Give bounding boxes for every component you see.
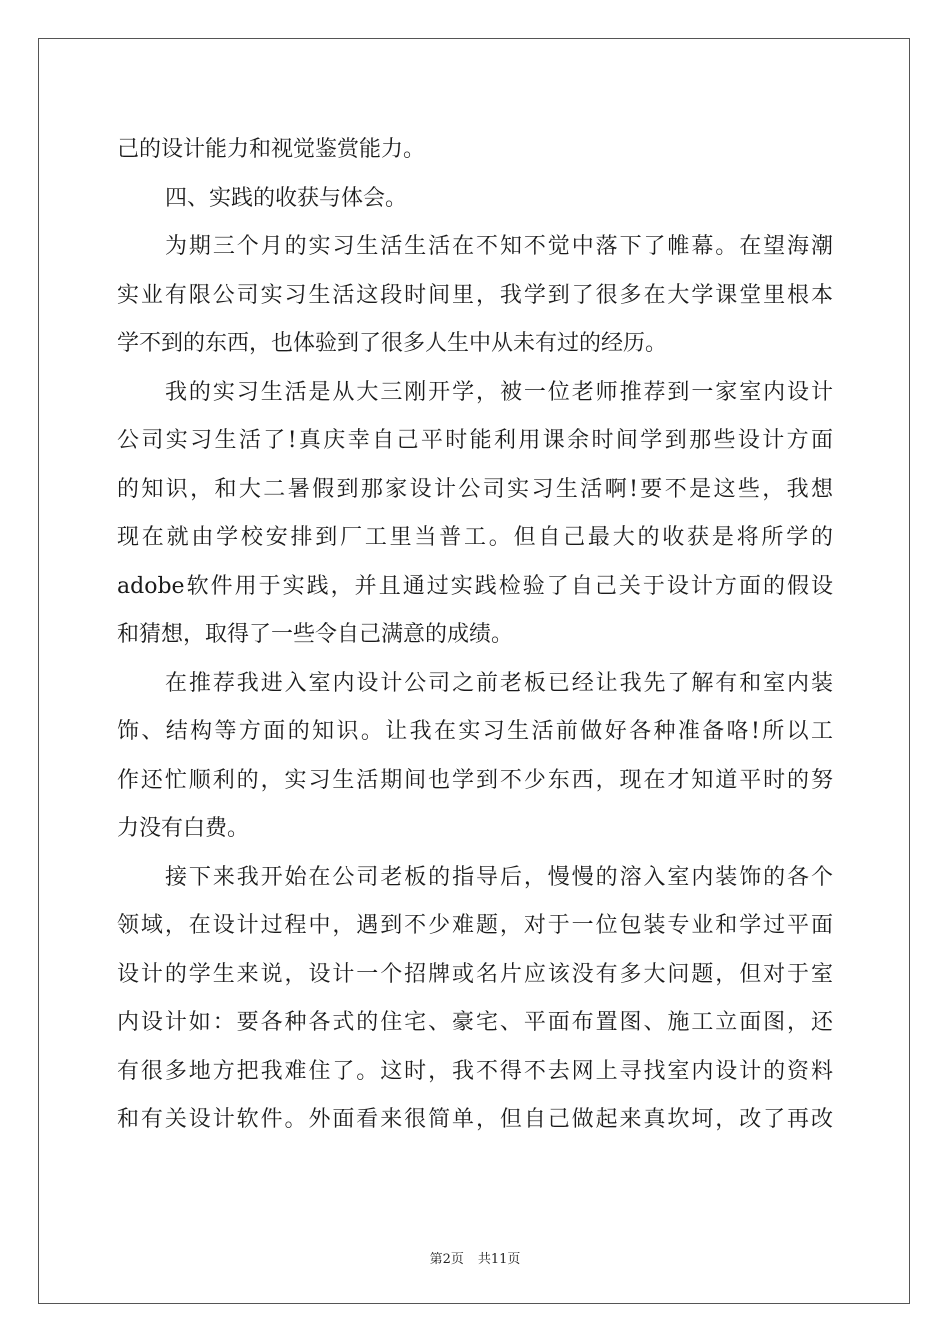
text-line: 在推荐我进入室内设计公司之前老板已经让我先了解有和室内装: [165, 670, 833, 696]
text-line: 学不到的东西，也体验到了很多人生中从未有过的经历。: [117, 331, 668, 356]
text-line: 实业有限公司实习生活这段时间里，我学到了很多在大学课堂里根本: [117, 282, 833, 308]
text-line: 力没有白费。: [117, 816, 250, 841]
text-line: 接下来我开始在公司老板的指导后，慢慢的溶入室内装饰的各个: [165, 864, 833, 890]
text-line: 有很多地方把我难住了。这时，我不得不去网上寻找室内设计的资料: [117, 1058, 833, 1084]
page-number: 第2页: [429, 1252, 464, 1267]
text-line: 现在就由学校安排到厂工里当普工。但自己最大的收获是将所学的: [117, 525, 833, 550]
section-heading: 四、实践的收获与体会。: [165, 185, 408, 211]
text-line: 内设计如：要各种各式的住宅、豪宅、平面布置图、施工立面图，还: [117, 1010, 833, 1035]
text-line: 的知识，和大二暑假到那家设计公司实习生活啊!要不是这些，我想: [117, 476, 833, 502]
text-line: 领域，在设计过程中，遇到不少难题，对于一位包装专业和学过平面: [117, 913, 833, 938]
text-line: 设计的学生来说，设计一个招牌或名片应该没有多大问题，但对于室: [117, 961, 833, 987]
document-body: [117, 126, 833, 1145]
text-line: 我的实习生活是从大三刚开学，被一位老师推荐到一家室内设计: [165, 379, 833, 405]
text-line: adobe软件用于实践，并且通过实践检验了自己关于设计方面的假设: [117, 573, 833, 599]
text-line: 公司实习生活了!真庆幸自己平时能利用课余时间学到那些设计方面: [117, 428, 833, 453]
page-footer: [0, 1248, 950, 1267]
text-line: 饰、结构等方面的知识。让我在实习生活前做好各种准备咯!所以工: [117, 719, 833, 744]
page-total: 共11页: [477, 1252, 521, 1267]
text-line: 和有关设计软件。外面看来很简单，但自己做起来真坎坷，改了再改: [117, 1107, 833, 1132]
text-line: 己的设计能力和视觉鉴赏能力。: [117, 137, 426, 162]
text-line: 和猜想，取得了一些令自己满意的成绩。: [117, 622, 514, 647]
text-line: 作还忙顺利的，实习生活期间也学到不少东西，现在才知道平时的努: [117, 767, 833, 793]
text-line: 为期三个月的实习生活生活在不知不觉中落下了帷幕。在望海潮: [165, 234, 833, 259]
